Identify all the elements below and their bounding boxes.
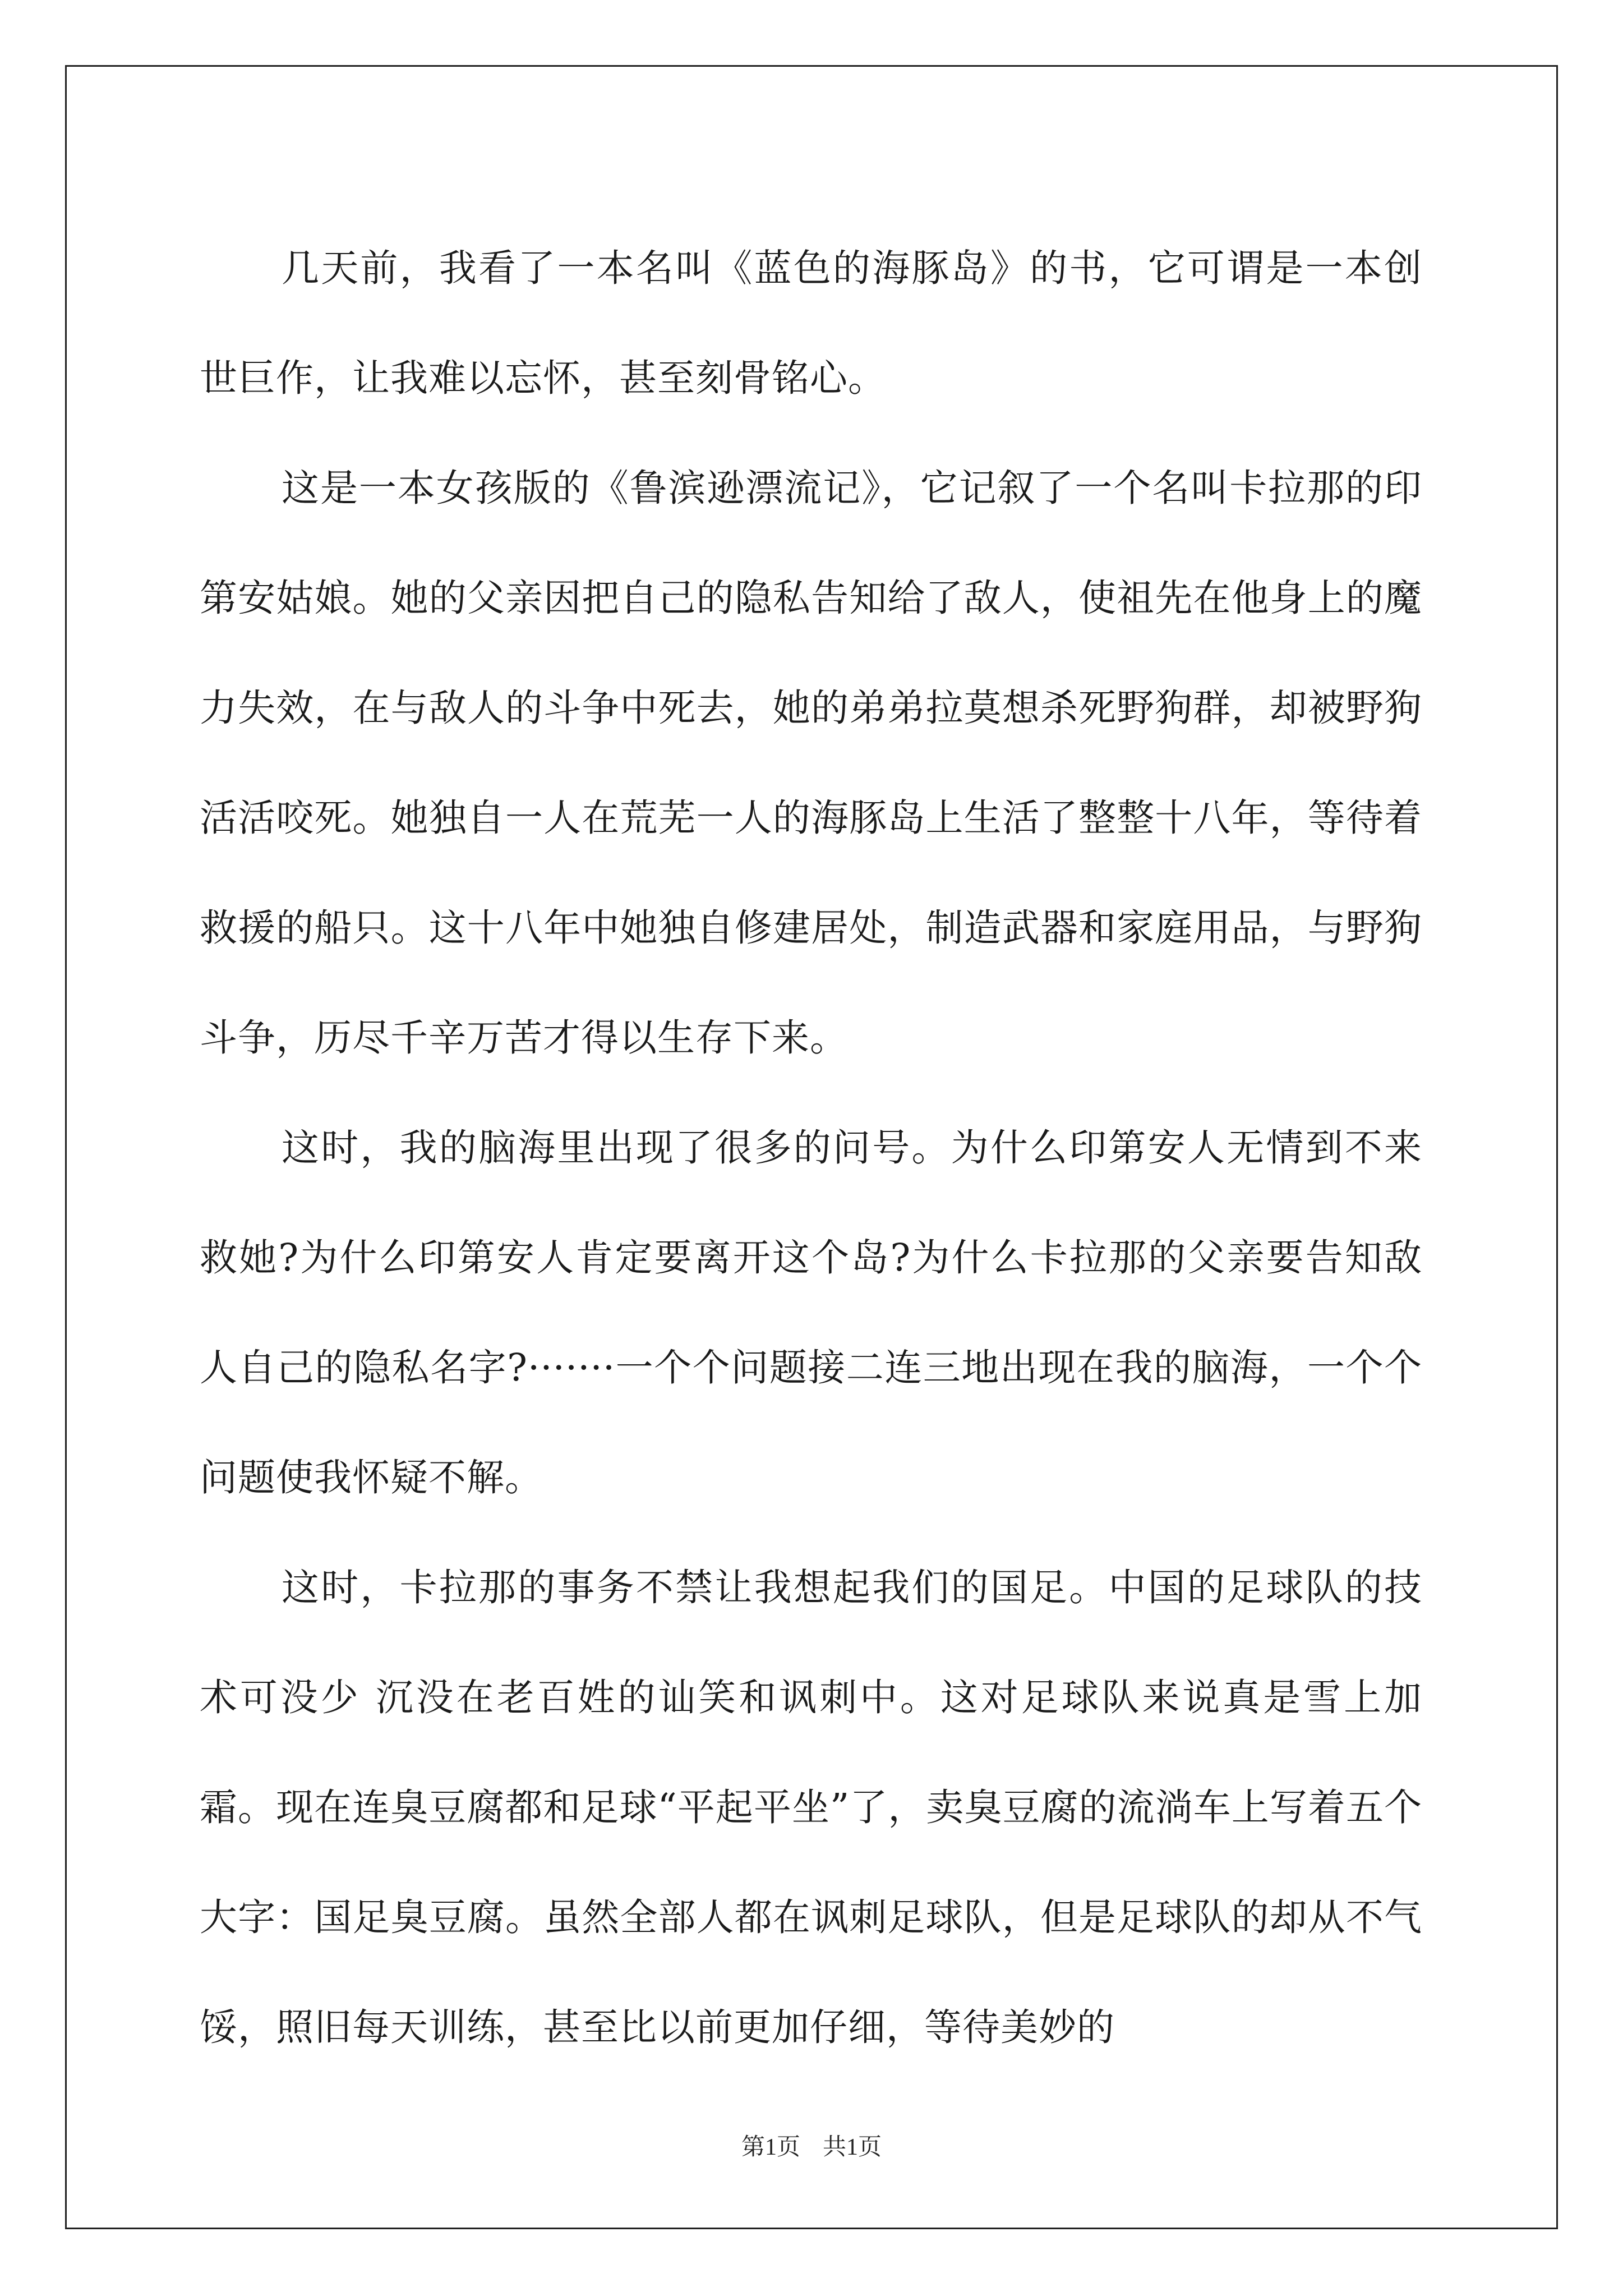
- paragraph-1: 几天前，我看了一本名叫《蓝色的海豚岛》的书，它可谓是一本创世巨作，让我难以忘怀，甚至刻骨铭心。: [200, 246, 1422, 400]
- page-number: 第1页: [741, 2134, 800, 2160]
- paragraph-3: 这时，我的脑海里出现了很多的问号。为什么印第安人无情到不来救她?为什么印第安人肯定要离开这个岛?为什么卡拉那的父亲要告知敌人自己的隐私名字?·······一个个问题接二连三地出现在我的脑海，一个个问题使我怀疑不解。: [200, 1126, 1422, 1499]
- page-footer: [0, 2128, 1623, 2162]
- page-total: 共1页: [823, 2134, 882, 2160]
- paragraph-2: 这是一本女孩版的《鲁滨逊漂流记》，它记叙了一个名叫卡拉那的印第安姑娘。她的父亲因把自己的隐私告知给了敌人，使祖先在他身上的魔力失效，在与敌人的斗争中死去，她的弟弟拉莫想杀死野狗群，却被野狗活活咬死。她独自一人在荒芜一人的海豚岛上生活了整整十八年，等待着救援的船只。这十八年中她独自修建居处，制造武器和家庭用品，与野狗斗争，历尽千辛万苦才得以生存下来。: [200, 466, 1422, 1060]
- document-body: [200, 213, 1422, 2082]
- paragraph-4: 这时，卡拉那的事务不禁让我想起我们的国足。中国的足球队的技术可没少 沉没在老百姓的讪笑和讽刺中。这对足球队来说真是雪上加霜。现在连臭豆腐都和足球“平起平坐”了，卖臭豆腐的流淌车上写着五个大字：国足臭豆腐。虽然全部人都在讽刺足球队，但是足球队的却从不气馁，照旧每天训练，甚至比以前更加仔细，等待美妙的: [200, 1566, 1422, 2049]
